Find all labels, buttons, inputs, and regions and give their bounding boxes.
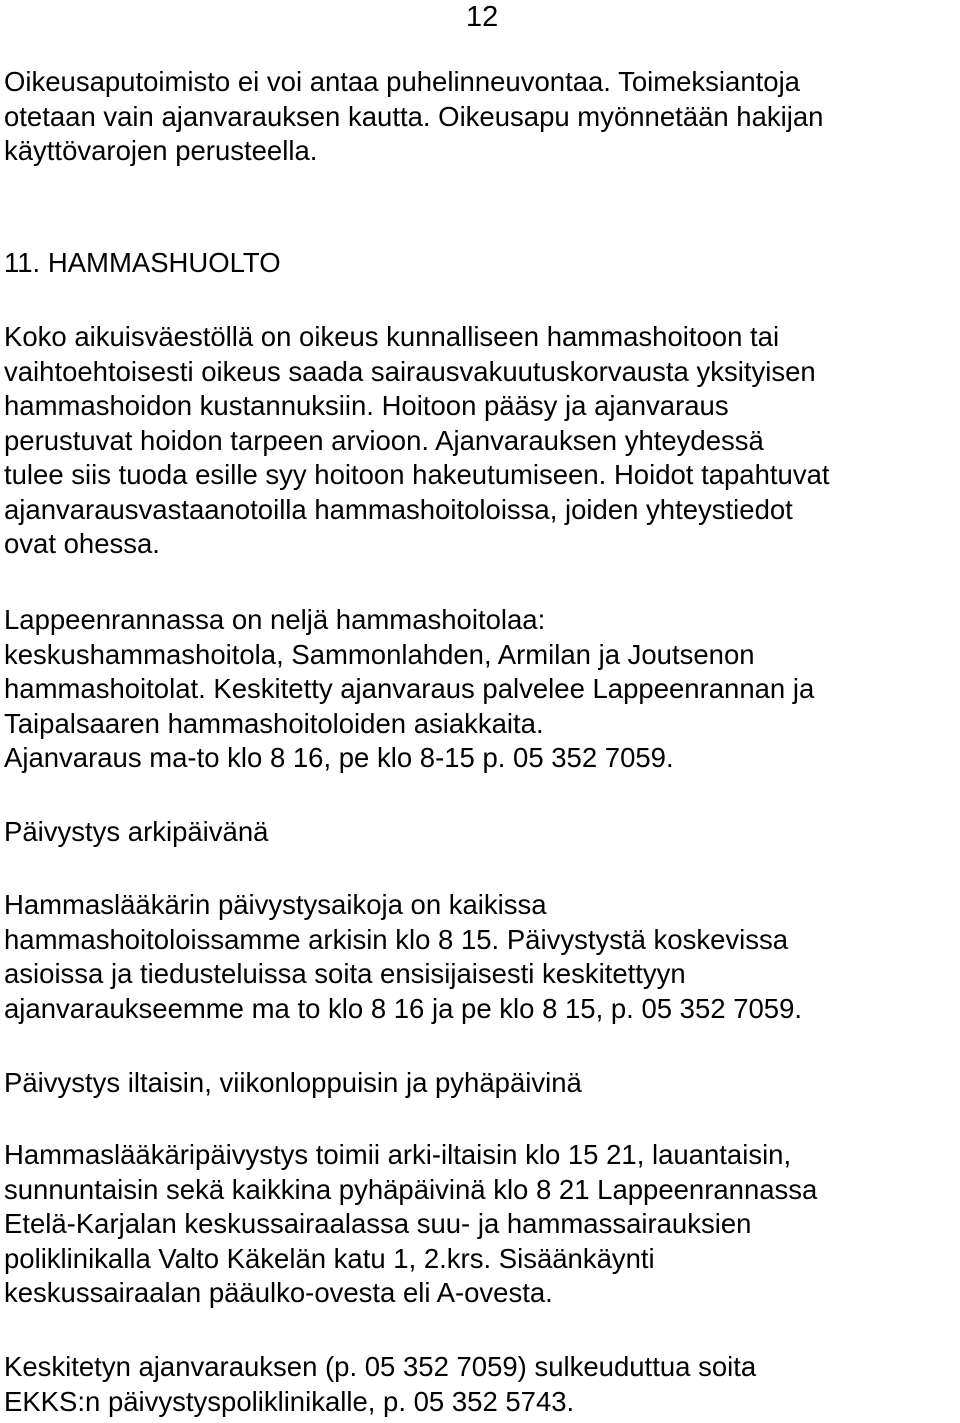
paragraph-line: Hammaslääkärin päivystysaikoja on kaikissa <box>4 889 547 920</box>
paragraph-line: Lappeenrannassa on neljä hammashoitolaa: <box>4 604 546 635</box>
paragraph-after-hours <box>4 1350 956 1419</box>
paragraph-line: Hammaslääkäripäivystys toimii arki-iltaisin klo 15 21, lauantaisin, <box>4 1139 792 1170</box>
paragraph-line: asioissa ja tiedusteluissa soita ensisijaisesti keskitettyyn <box>4 958 686 989</box>
paragraph-line: Ajanvaraus ma-to klo 8 16, pe klo 8-15 p. 05 352 7059. <box>4 742 674 773</box>
paragraph-line: keskushammashoitola, Sammonlahden, Armilan ja Joutsenon <box>4 638 755 670</box>
paragraph-line: perustuvat hoidon tarpeen arvioon. Ajanvarauksen yhteydessä <box>4 424 764 456</box>
paragraph-line: hammashoidon kustannuksiin. Hoitoon pääsy ja ajanvaraus <box>4 390 729 421</box>
heading-weekday-duty: Päivystys arkipäivänä <box>4 816 269 847</box>
intro-line: käyttövarojen perusteella. <box>4 135 318 166</box>
paragraph-line: ajanvarausvastaanotoilla hammashoitoloissa, joiden yhteystiedot <box>4 493 793 525</box>
paragraph-line: sunnuntaisin sekä kaikkina pyhäpäivinä klo 8 21 Lappeenrannassa <box>4 1173 818 1205</box>
intro-line: Oikeusaputoimisto ei voi antaa puhelinneuvontaa. Toimeksiantoja <box>4 66 800 97</box>
paragraph-line: EKKS:n päivystyspoliklinikalle, p. 05 352 5743. <box>4 1385 575 1417</box>
heading-evening-duty: Päivystys iltaisin, viikonloppuisin ja pyhäpäivinä <box>4 1067 582 1098</box>
paragraph-line: poliklinikalla Valto Käkelän katu 1, 2.krs. Sisäänkäynti <box>4 1242 655 1274</box>
paragraph-line: Koko aikuisväestöllä on oikeus kunnalliseen hammashoitoon tai <box>4 321 780 352</box>
paragraph-evening-duty <box>4 1138 956 1311</box>
paragraph-line: ovat ohessa. <box>4 528 160 559</box>
paragraph-line: tulee siis tuoda esille syy hoitoon hakeutumiseen. Hoidot tapahtuvat <box>4 459 830 490</box>
paragraph-line: vaihtoehtoisesti oikeus saada sairausvakuutuskorvausta yksityisen <box>4 355 816 387</box>
paragraph-line: keskussairaalan pääulko-ovesta eli A-ovesta. <box>4 1277 553 1308</box>
paragraph-clinics <box>4 603 956 776</box>
paragraph-weekday-duty <box>4 888 956 1026</box>
section-title: 11. HAMMASHUOLTO <box>4 247 281 278</box>
paragraph-line: Etelä-Karjalan keskussairaalassa suu- ja hammassairauksien <box>4 1208 752 1239</box>
paragraph-line: ajanvaraukseemme ma to klo 8 16 ja pe klo 8 15, p. 05 352 7059. <box>4 992 803 1024</box>
paragraph-dental-rights <box>4 320 956 562</box>
paragraph-line: Taipalsaaren hammashoitoloiden asiakkaita. <box>4 707 544 739</box>
page-number: 12 <box>466 1 499 33</box>
intro-line: otetaan vain ajanvarauksen kautta. Oikeusapu myönnetään hakijan <box>4 100 824 132</box>
intro-paragraph <box>4 65 956 169</box>
paragraph-line: hammashoitolat. Keskitetty ajanvaraus palvelee Lappeenrannan ja <box>4 673 815 704</box>
paragraph-line: Keskitetyn ajanvarauksen (p. 05 352 7059) sulkeuduttua soita <box>4 1351 757 1382</box>
paragraph-line: hammashoitoloissamme arkisin klo 8 15. Päivystystä koskevissa <box>4 923 789 955</box>
